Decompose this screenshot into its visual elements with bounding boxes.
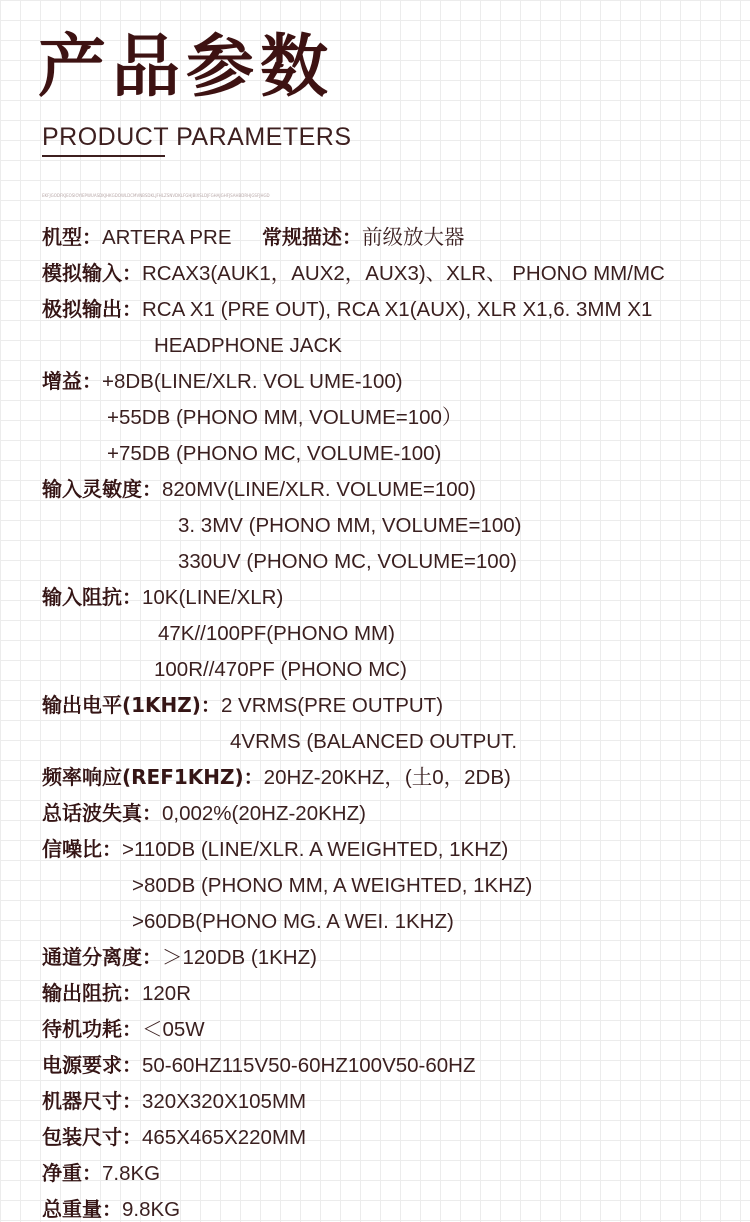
param-value: 120R (142, 982, 192, 1005)
param-value: 100R//470PF (PHONO MC) (154, 658, 407, 681)
title-divider (42, 155, 165, 157)
param-row-standby-power (42, 1017, 205, 1042)
param-label: 电源要求： (42, 1053, 142, 1077)
param-label: 机型： (42, 225, 102, 249)
param-row-input-impedance-mc (154, 657, 407, 682)
param-label: 通道分离度： (42, 945, 162, 969)
param-value: 9.8KG (122, 1198, 181, 1221)
param-row-input-impedance (42, 585, 283, 610)
param-row-description (262, 225, 465, 250)
param-value: >80DB (PHONO MM, A WEIGHTED, 1KHZ) (132, 874, 533, 897)
param-value: +8DB(LINE/XLR. VOL UME-100) (102, 370, 403, 393)
param-label: 模拟输入： (42, 261, 142, 285)
param-row-input-sensitivity-mc (178, 549, 517, 574)
param-value: 20HZ-20KHZ，(土0，2DB) (263, 766, 511, 789)
param-value: 820MV(LINE/XLR. VOLUME=100) (162, 478, 476, 501)
param-label: 输入灵敏度： (42, 477, 162, 501)
param-label: 包装尺寸： (42, 1125, 142, 1149)
param-value: +55DB (PHONO MM, VOLUME=100） (107, 406, 463, 429)
param-label: 输入阻抗： (42, 585, 142, 609)
param-label: 输出电平(1KHZ)： (42, 693, 221, 717)
param-value: 465X465X220MM (142, 1126, 307, 1149)
page-title-en: PRODUCT PARAMETERS (42, 123, 352, 151)
param-label: 总重量： (42, 1197, 122, 1221)
param-row-frequency-response (42, 765, 511, 790)
param-row-output-level-balanced (230, 729, 517, 754)
param-label: 频率响应(REF1KHZ)： (42, 765, 264, 789)
param-row-snr-mg (132, 909, 454, 934)
param-row-gain (42, 369, 403, 394)
page-title-cn: 产品参数 (38, 28, 335, 107)
param-label: 总话波失真： (42, 801, 162, 825)
param-row-channel-separation (42, 945, 317, 970)
param-row-model (42, 225, 232, 250)
param-row-input-impedance-mm (158, 621, 395, 646)
param-row-thd (42, 801, 366, 826)
param-label: 常规描述： (262, 225, 362, 249)
param-value: >110DB (LINE/XLR. A WEIGHTED, 1KHZ) (122, 838, 509, 861)
param-label: 信噪比： (42, 837, 122, 861)
param-value: 3. 3MV (PHONO MM, VOLUME=100) (178, 514, 522, 537)
param-value: 7.8KG (102, 1162, 161, 1185)
param-label: 净重： (42, 1161, 102, 1185)
param-row-analog-input (42, 261, 665, 286)
param-value: +75DB (PHONO MC, VOLUME-100) (107, 442, 442, 465)
param-row-net-weight (42, 1161, 160, 1186)
param-row-snr-mm (132, 873, 532, 898)
param-row-machine-size (42, 1089, 306, 1114)
param-value: 0,002%(20HZ-20KHZ) (162, 802, 366, 825)
param-value: 前级放大器 (362, 226, 465, 249)
param-row-gain-mm (107, 405, 462, 430)
param-value: 4VRMS (BALANCED OUTPUT. (230, 730, 518, 753)
param-value: 50-60HZ115V50-60HZ100V50-60HZ (142, 1054, 476, 1077)
param-row-output-impedance (42, 981, 191, 1006)
param-label: 输出阻抗： (42, 981, 142, 1005)
param-label: 待机功耗： (42, 1017, 142, 1041)
param-value: 2 VRMS(PRE OUTPUT) (220, 694, 444, 717)
param-value: ARTERA PRE (102, 226, 232, 249)
param-value: 330UV (PHONO MC, VOLUME=100) (178, 550, 517, 573)
param-value: 320X320X105MM (142, 1090, 307, 1113)
param-row-input-sensitivity (42, 477, 476, 502)
param-label: 增益： (42, 369, 102, 393)
param-value: 10K(LINE/XLR) (142, 586, 284, 609)
param-row-gross-weight (42, 1197, 180, 1222)
param-value: RCAX3(AUK1，AUX2，AUX3)、XLR、 PHONO MM/MC (142, 262, 665, 285)
param-row-gain-mc (107, 441, 441, 466)
param-value: 47K//100PF(PHONO MM) (158, 622, 395, 645)
param-value: >60DB(PHONO MG. A WEI. 1KHZ) (132, 910, 454, 933)
param-value: HEADPHONE JACK (154, 334, 342, 357)
param-row-package-size (42, 1125, 306, 1150)
param-row-input-sensitivity-mm (178, 513, 521, 538)
param-value: ＞120DB (1KHZ) (162, 946, 317, 969)
param-row-snr (42, 837, 508, 862)
param-value: RCA X1 (PRE OUT), RCA X1(AUX), XLR X1,6. 3MM X1 (142, 298, 653, 321)
fine-print-text: EKFJGODFKJEOSIOYIEPWUASDKJHKGDOWLDCMVNBSDKLJFHLZSNVDKLFGHJBIXSLDJFGHAJGHFJSAHBDRHJGSFJHGD (42, 193, 270, 198)
param-row-analog-output (42, 297, 652, 322)
param-row-power-requirement (42, 1053, 476, 1078)
param-value: ＜05W (142, 1018, 205, 1041)
param-row-output-level (42, 693, 443, 718)
param-label: 机器尺寸： (42, 1089, 142, 1113)
param-label: 极拟输出： (42, 297, 142, 321)
param-row-analog-output-cont (154, 333, 342, 358)
